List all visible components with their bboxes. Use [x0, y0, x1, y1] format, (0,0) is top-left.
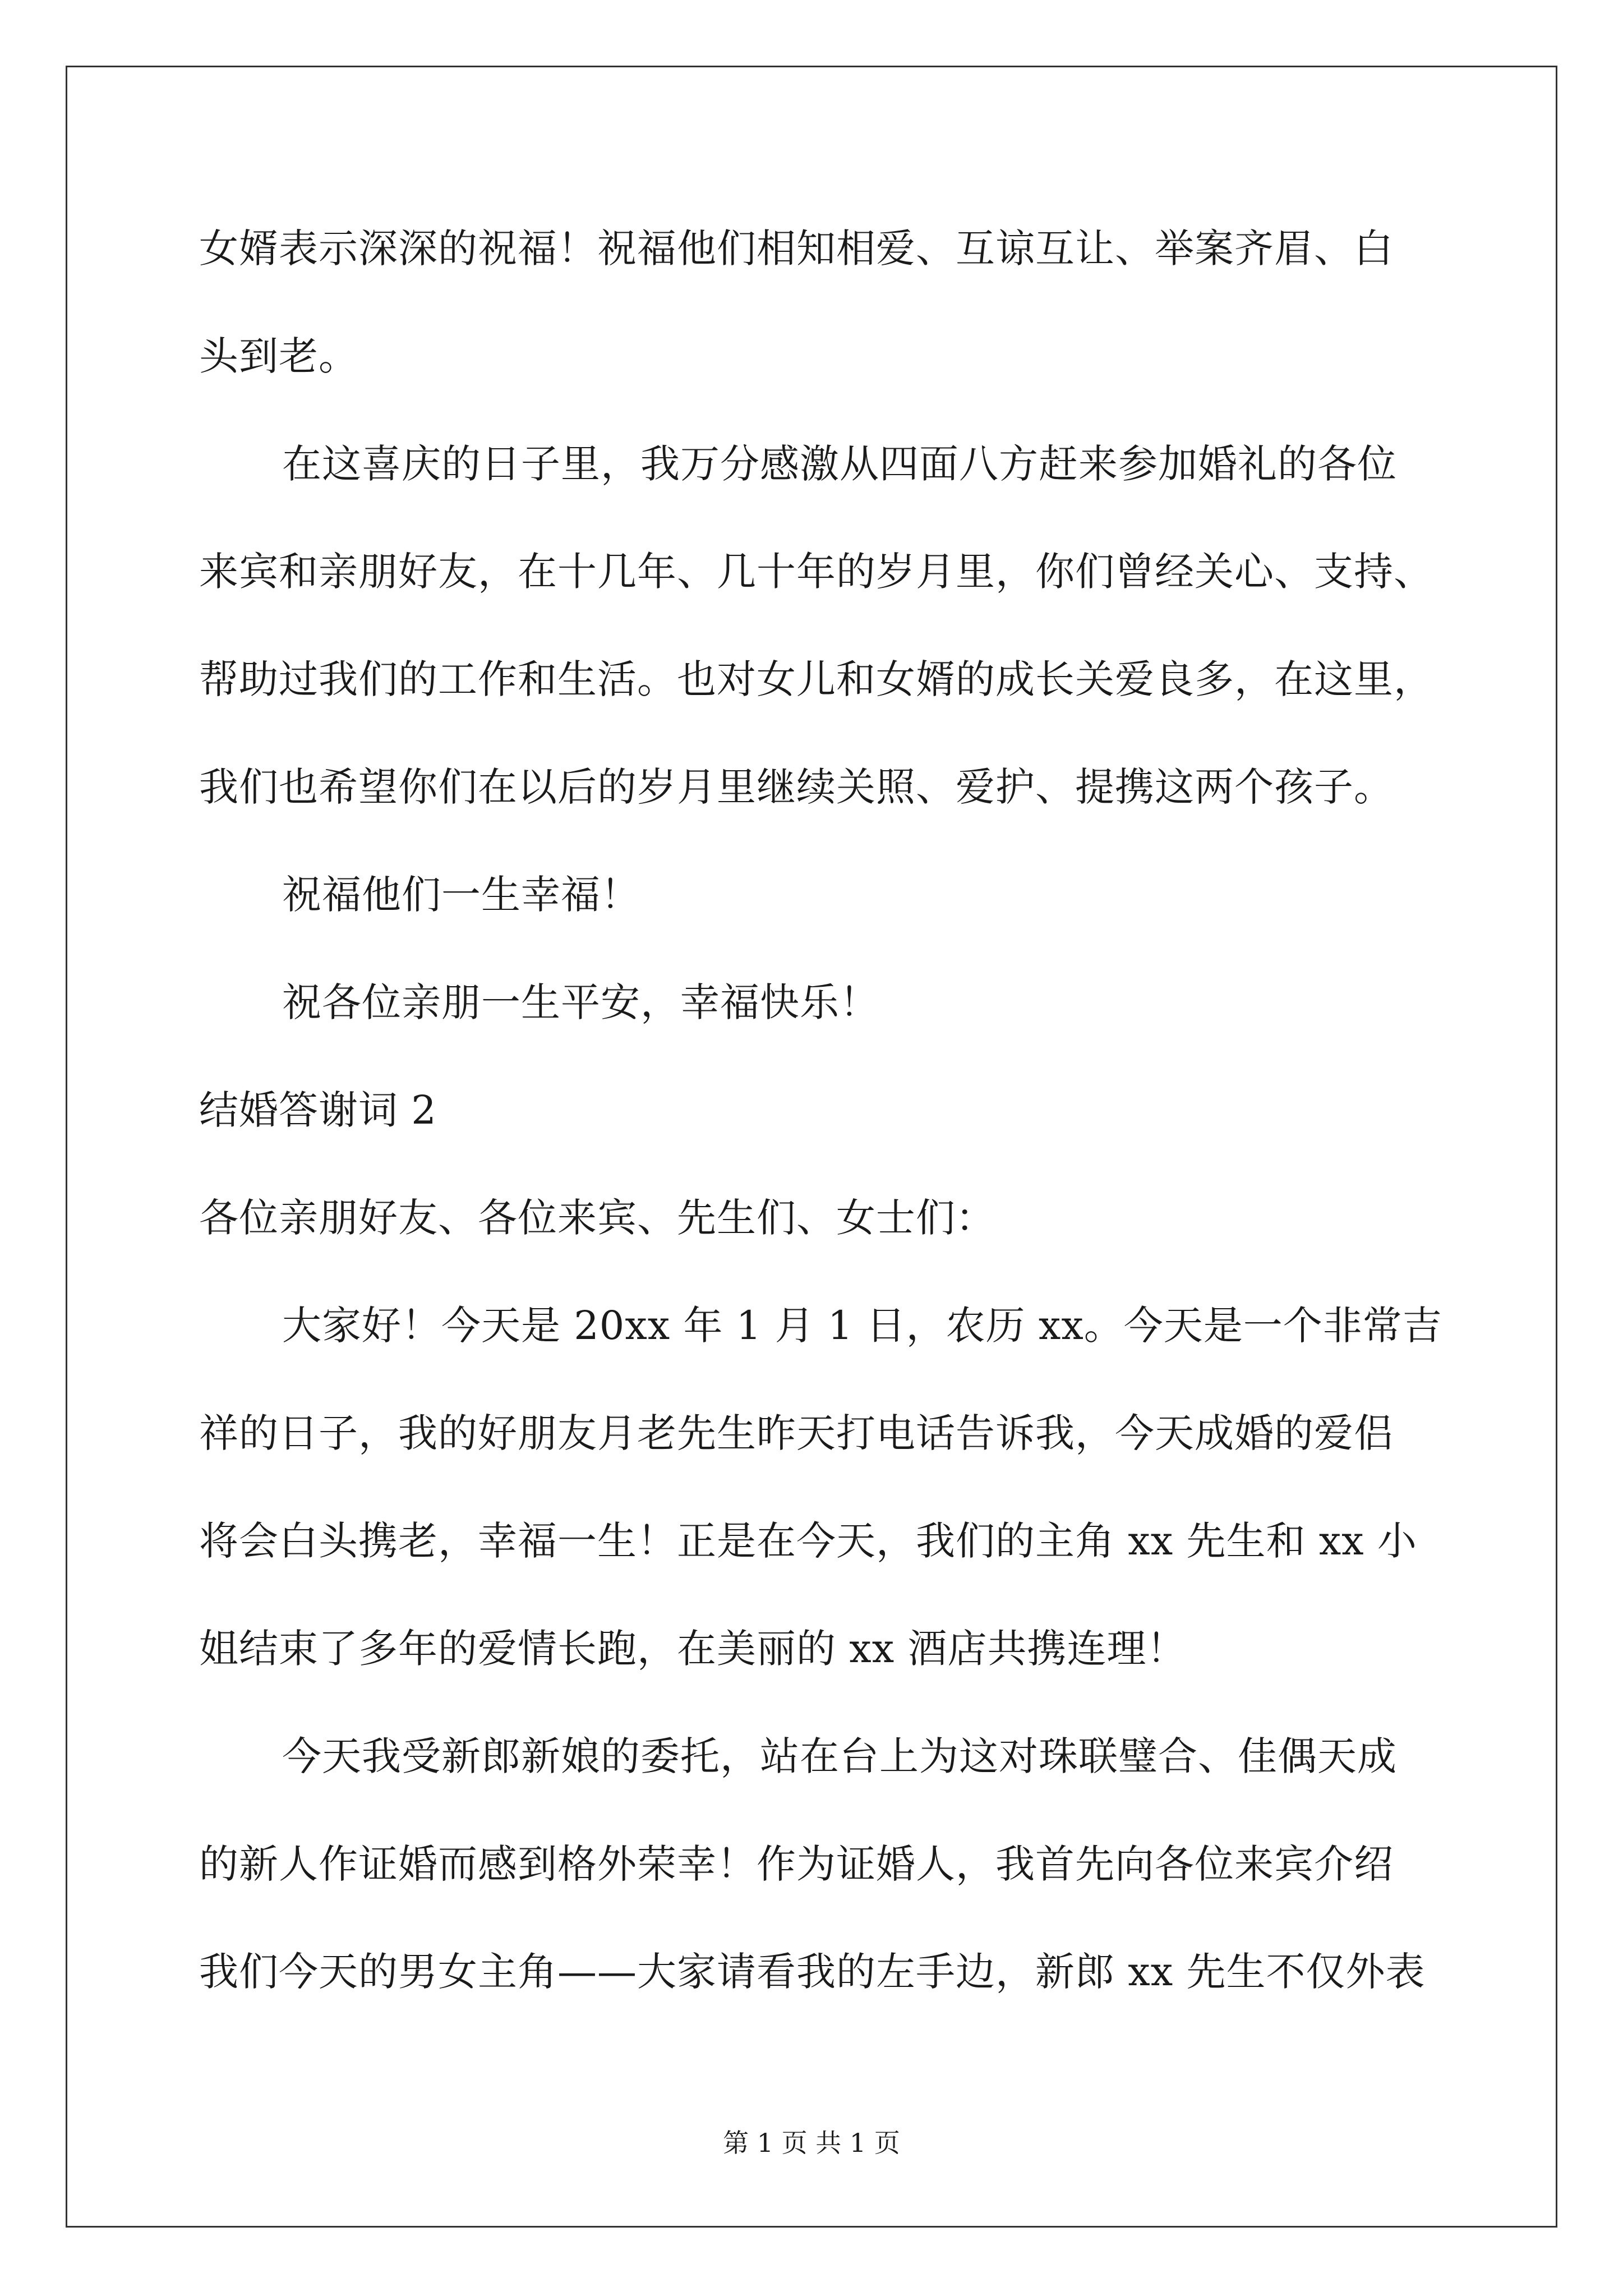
text-line: 我们也希望你们在以后的岁月里继续关照、爱护、提携这两个孩子。 [199, 764, 1394, 810]
section-heading: 结婚答谢词 2 [199, 1087, 437, 1133]
text-line: 帮助过我们的工作和生活。也对女儿和女婿的成长关爱良多，在这里， [199, 656, 1433, 702]
page-number-footer: 第 1 页 共 1 页 [723, 2128, 900, 2158]
text-line: 女婿表示深深的祝福！祝福他们相知相爱、互谅互让、举案齐眉、白 [199, 226, 1394, 272]
text-line: 姐结束了多年的爱情长跑，在美丽的 xx 酒店共携连理！ [199, 1626, 1187, 1672]
text-line: 大家好！今天是 20xx 年 1 月 1 日，农历 xx。今天是一个非常吉 [282, 1303, 1442, 1349]
text-line: 将会白头携老，幸福一生！正是在今天，我们的主角 xx 先生和 xx 小 [199, 1518, 1417, 1564]
text-line: 祥的日子，我的好朋友月老先生昨天打电话告诉我，今天成婚的爱侣 [199, 1410, 1394, 1456]
text-line: 在这喜庆的日子里，我万分感激从四面八方赶来参加婚礼的各位 [282, 441, 1397, 487]
text-line: 今天我受新郎新娘的委托，站在台上为这对珠联璧合、佳偶天成 [282, 1733, 1397, 1779]
text-line: 祝福他们一生幸福！ [282, 872, 640, 918]
text-line: 头到老。 [199, 333, 358, 379]
salutation: 各位亲朋好友、各位来宾、先生们、女士们： [199, 1195, 995, 1241]
text-line: 的新人作证婚而感到格外荣幸！作为证婚人，我首先向各位来宾介绍 [199, 1841, 1394, 1887]
text-line: 来宾和亲朋好友，在十几年、几十年的岁月里，你们曾经关心、支持、 [199, 549, 1433, 595]
document-body [199, 212, 1467, 2043]
text-line: 我们今天的男女主角——大家请看我的左手边，新郎 xx 先生不仅外表 [199, 1949, 1426, 1995]
text-line: 祝各位亲朋一生平安，幸福快乐！ [282, 979, 879, 1025]
